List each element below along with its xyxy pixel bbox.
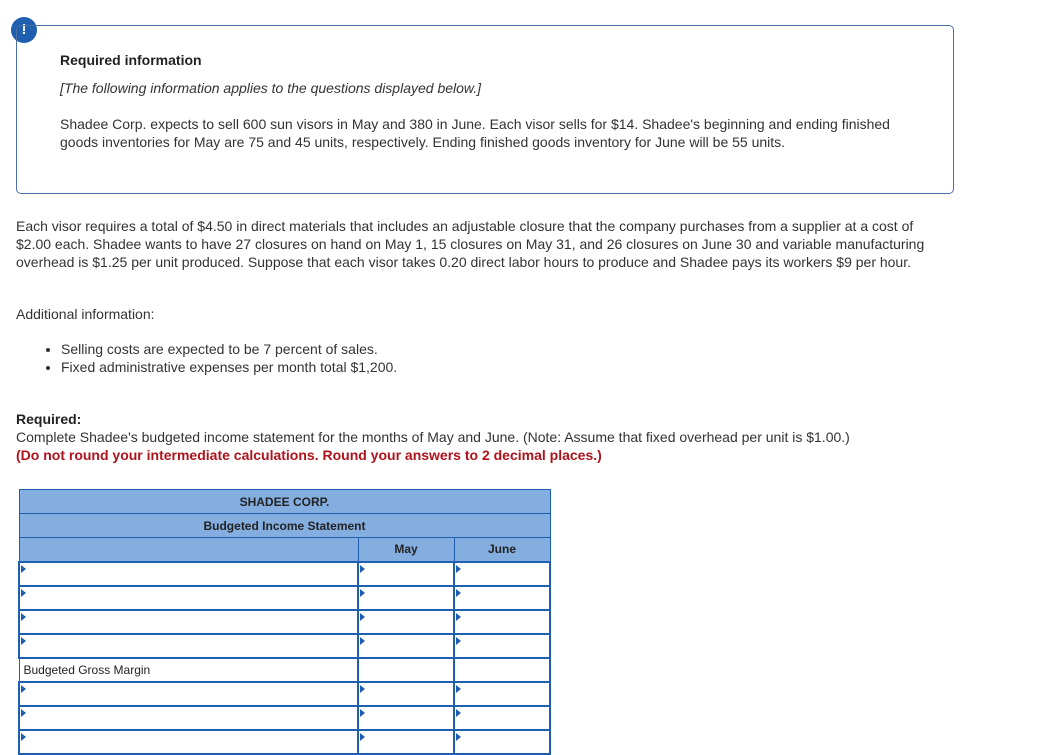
label-input[interactable] <box>20 683 357 705</box>
dropdown-indicator-icon <box>21 613 26 621</box>
dropdown-indicator-icon <box>360 565 365 573</box>
label-dropdown[interactable] <box>19 610 358 634</box>
exclamation-icon: ! <box>11 17 37 43</box>
label-dropdown[interactable] <box>19 586 358 610</box>
june-cell[interactable] <box>454 730 550 754</box>
table-row <box>19 610 550 634</box>
required-information-title: Required information <box>60 52 202 68</box>
table-row <box>19 682 550 706</box>
label-input[interactable] <box>20 563 357 585</box>
label-input[interactable] <box>20 587 357 609</box>
company-name: SHADEE CORP. <box>19 490 550 514</box>
dropdown-indicator-icon <box>456 565 461 573</box>
list-item: • Fixed administrative expenses per month total $1,200. <box>61 358 397 376</box>
may-cell[interactable] <box>358 730 454 754</box>
dropdown-indicator-icon <box>456 589 461 597</box>
june-cell[interactable] <box>454 706 550 730</box>
dropdown-indicator-icon <box>21 565 26 573</box>
may-cell[interactable] <box>358 706 454 730</box>
required-information-box <box>16 25 954 194</box>
june-cell[interactable] <box>454 634 550 658</box>
statement-title: Budgeted Income Statement <box>19 514 550 538</box>
may-cell[interactable] <box>358 562 454 586</box>
dropdown-indicator-icon <box>21 589 26 597</box>
label-dropdown[interactable] <box>19 682 358 706</box>
june-cell[interactable] <box>454 586 550 610</box>
may-input[interactable] <box>359 563 453 585</box>
june-cell[interactable] <box>454 610 550 634</box>
label-dropdown[interactable] <box>19 634 358 658</box>
label-input[interactable] <box>20 611 357 633</box>
may-gross-margin-input[interactable] <box>359 659 453 681</box>
june-input[interactable] <box>455 611 549 633</box>
dropdown-indicator-icon <box>360 589 365 597</box>
additional-info-list <box>42 340 397 376</box>
applies-note: [The following information applies to the questions displayed below.] <box>60 80 482 96</box>
dropdown-indicator-icon <box>360 685 365 693</box>
june-gross-margin-input[interactable] <box>455 659 549 681</box>
june-input[interactable] <box>455 635 549 657</box>
table-row <box>19 586 550 610</box>
dropdown-indicator-icon <box>360 637 365 645</box>
dropdown-indicator-icon <box>456 709 461 717</box>
june-input[interactable] <box>455 707 549 729</box>
june-input[interactable] <box>455 731 549 753</box>
may-input[interactable] <box>359 611 453 633</box>
dropdown-indicator-icon <box>360 709 365 717</box>
may-input[interactable] <box>359 707 453 729</box>
list-item: • Selling costs are expected to be 7 percent of sales. <box>61 340 397 358</box>
gross-margin-label: Budgeted Gross Margin <box>19 658 358 682</box>
june-cell[interactable] <box>454 682 550 706</box>
june-cell[interactable] <box>454 562 550 586</box>
table-row <box>19 706 550 730</box>
may-cell[interactable] <box>358 586 454 610</box>
june-input[interactable] <box>455 563 549 585</box>
may-cell[interactable] <box>358 634 454 658</box>
label-column-header <box>19 538 358 562</box>
column-header-june: June <box>454 538 550 562</box>
scenario-text: Shadee Corp. expects to sell 600 sun visors in May and 380 in June. Each visor sells for $14. Shadee's beginning and ending finished goods inventories for May are 75 and 45 units, respectively. Ending finished goods inventory for June will be 55 units. <box>60 116 890 150</box>
column-header-may: May <box>358 538 454 562</box>
label-input[interactable] <box>20 731 357 753</box>
table-row <box>19 634 550 658</box>
label-input[interactable] <box>20 707 357 729</box>
table-row-gross-margin <box>19 658 550 682</box>
dropdown-indicator-icon <box>360 613 365 621</box>
may-gross-margin-cell[interactable] <box>358 658 454 682</box>
label-dropdown[interactable] <box>19 730 358 754</box>
may-input[interactable] <box>359 731 453 753</box>
dropdown-indicator-icon <box>21 709 26 717</box>
table-row <box>19 730 550 754</box>
required-label: Required: <box>16 411 82 427</box>
dropdown-indicator-icon <box>21 637 26 645</box>
june-gross-margin-cell[interactable] <box>454 658 550 682</box>
problem-paragraph: Each visor requires a total of $4.50 in direct materials that includes an adjustable closure that the company purchases from a supplier at a cost of $2.00 each. Shadee wants to have 27 closures on hand on May 1, 15 closures on May 31, and 26 closures on June 30 and variable manufacturing overhead is $1.25 per unit produced. Suppose that each visor takes 0.20 direct labor hours to produce and Shadee pays its workers $9 per hour. <box>16 218 925 270</box>
additional-info-heading: Additional information: <box>16 306 155 322</box>
table-row <box>19 562 550 586</box>
may-input[interactable] <box>359 587 453 609</box>
may-cell[interactable] <box>358 682 454 706</box>
rounding-note: (Do not round your intermediate calculations. Round your answers to 2 decimal places.) <box>16 447 602 463</box>
june-input[interactable] <box>455 587 549 609</box>
label-dropdown[interactable] <box>19 562 358 586</box>
required-instructions: Complete Shadee's budgeted income statement for the months of May and June. (Note: Assume that fixed overhead per unit is $1.00.) <box>16 429 850 445</box>
may-input[interactable] <box>359 683 453 705</box>
dropdown-indicator-icon <box>456 613 461 621</box>
dropdown-indicator-icon <box>456 733 461 741</box>
label-input[interactable] <box>20 635 357 657</box>
may-cell[interactable] <box>358 610 454 634</box>
budgeted-income-statement-table <box>18 489 551 755</box>
dropdown-indicator-icon <box>21 733 26 741</box>
dropdown-indicator-icon <box>456 685 461 693</box>
june-input[interactable] <box>455 683 549 705</box>
dropdown-indicator-icon <box>21 685 26 693</box>
dropdown-indicator-icon <box>360 733 365 741</box>
label-dropdown[interactable] <box>19 706 358 730</box>
dropdown-indicator-icon <box>456 637 461 645</box>
may-input[interactable] <box>359 635 453 657</box>
